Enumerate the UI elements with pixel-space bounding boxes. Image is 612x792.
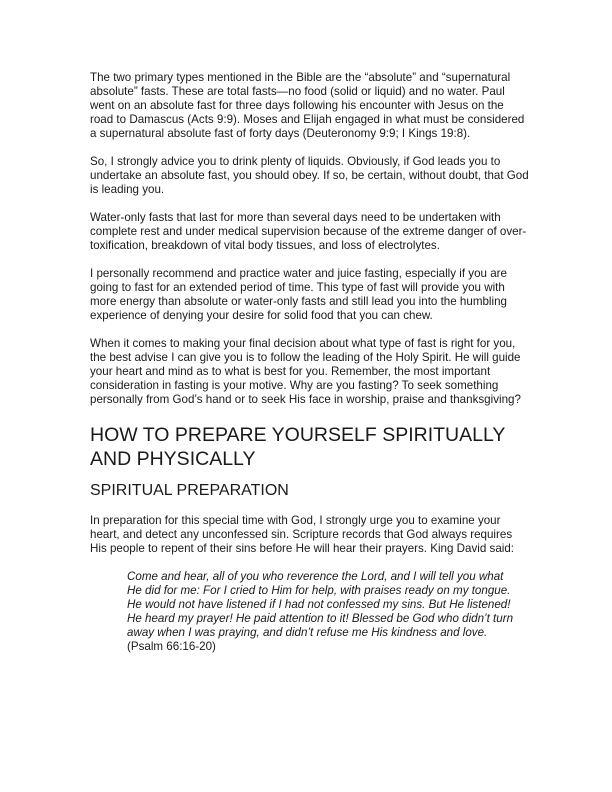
paragraph-juice-fasting: I personally recommend and practice water and juice fasting, especially if you are going to fast for an extended period of time. This type of fast will provide you with more energy than absolute or water-only fasts and still lead you into the humbling experience of denying your desire for solid food that you can chew. xyxy=(90,267,507,322)
paragraph-drink-liquids: So, I strongly advice you to drink plenty of liquids. Obviously, if God leads you to undertake an absolute fast, you should obey. If so, be certain, without doubt, that God is leading you. xyxy=(90,155,529,196)
paragraph-spiritual-preparation: In preparation for this special time with God, I strongly urge you to examine your heart, and detect any unconfessed sin. Scripture records that God always requires His people to repent of their sins before He will hear their prayers. King David said: xyxy=(90,514,515,555)
paragraph-water-only-fasts: Water-only fasts that last for more than several days need to be undertaken with complete rest and under medical supervision because of the extreme danger of over-toxification, breakdown of vital body tissues, and loss of electrolytes. xyxy=(90,211,527,252)
section-subheading: SPIRITUAL PREPARATION xyxy=(90,482,289,499)
quote-citation: (Psalm 66:16-20) xyxy=(127,640,216,653)
scripture-quote xyxy=(127,570,521,654)
paragraph-final-decision: When it comes to making your final decision about what type of fast is right for you, the best advise I can give you is to follow the leading of the Holy Spirit. He will guide your heart and mind as to what is best for you. Remember, the most important consideration in fasting is your motive. Why are you fasting? To seek something personally from God’s hand or to seek His face in worship, praise and thanksgiving? xyxy=(90,337,521,406)
paragraph-absolute-fasts: The two primary types mentioned in the Bible are the “absolute” and “supernatural absolute” fasts. These are total fasts—no food (solid or liquid) and no water. Paul went on an absolute fast for three days following his encounter with Jesus on the road to Damascus (Acts 9:9). Moses and Elijah engaged in what must be considered a supernatural absolute fast of forty days (Deuteronomy 9:9; I Kings 19:8). xyxy=(90,71,525,140)
quote-text: Come and hear, all of you who reverence the Lord, and I will tell you what He did for me: For I cried to Him for help, with praises ready on my tongue. He would not have listened if I had not confessed my sins. But He listened! He heard my prayer! He paid attention to it! Blessed be God who didn’t turn away when I was praying, and didn’t refuse me His kindness and love. xyxy=(127,570,514,639)
document-page xyxy=(90,71,530,654)
section-heading: HOW TO PREPARE YOURSELF SPIRITUALLY AND PHYSICALLY xyxy=(90,424,506,470)
